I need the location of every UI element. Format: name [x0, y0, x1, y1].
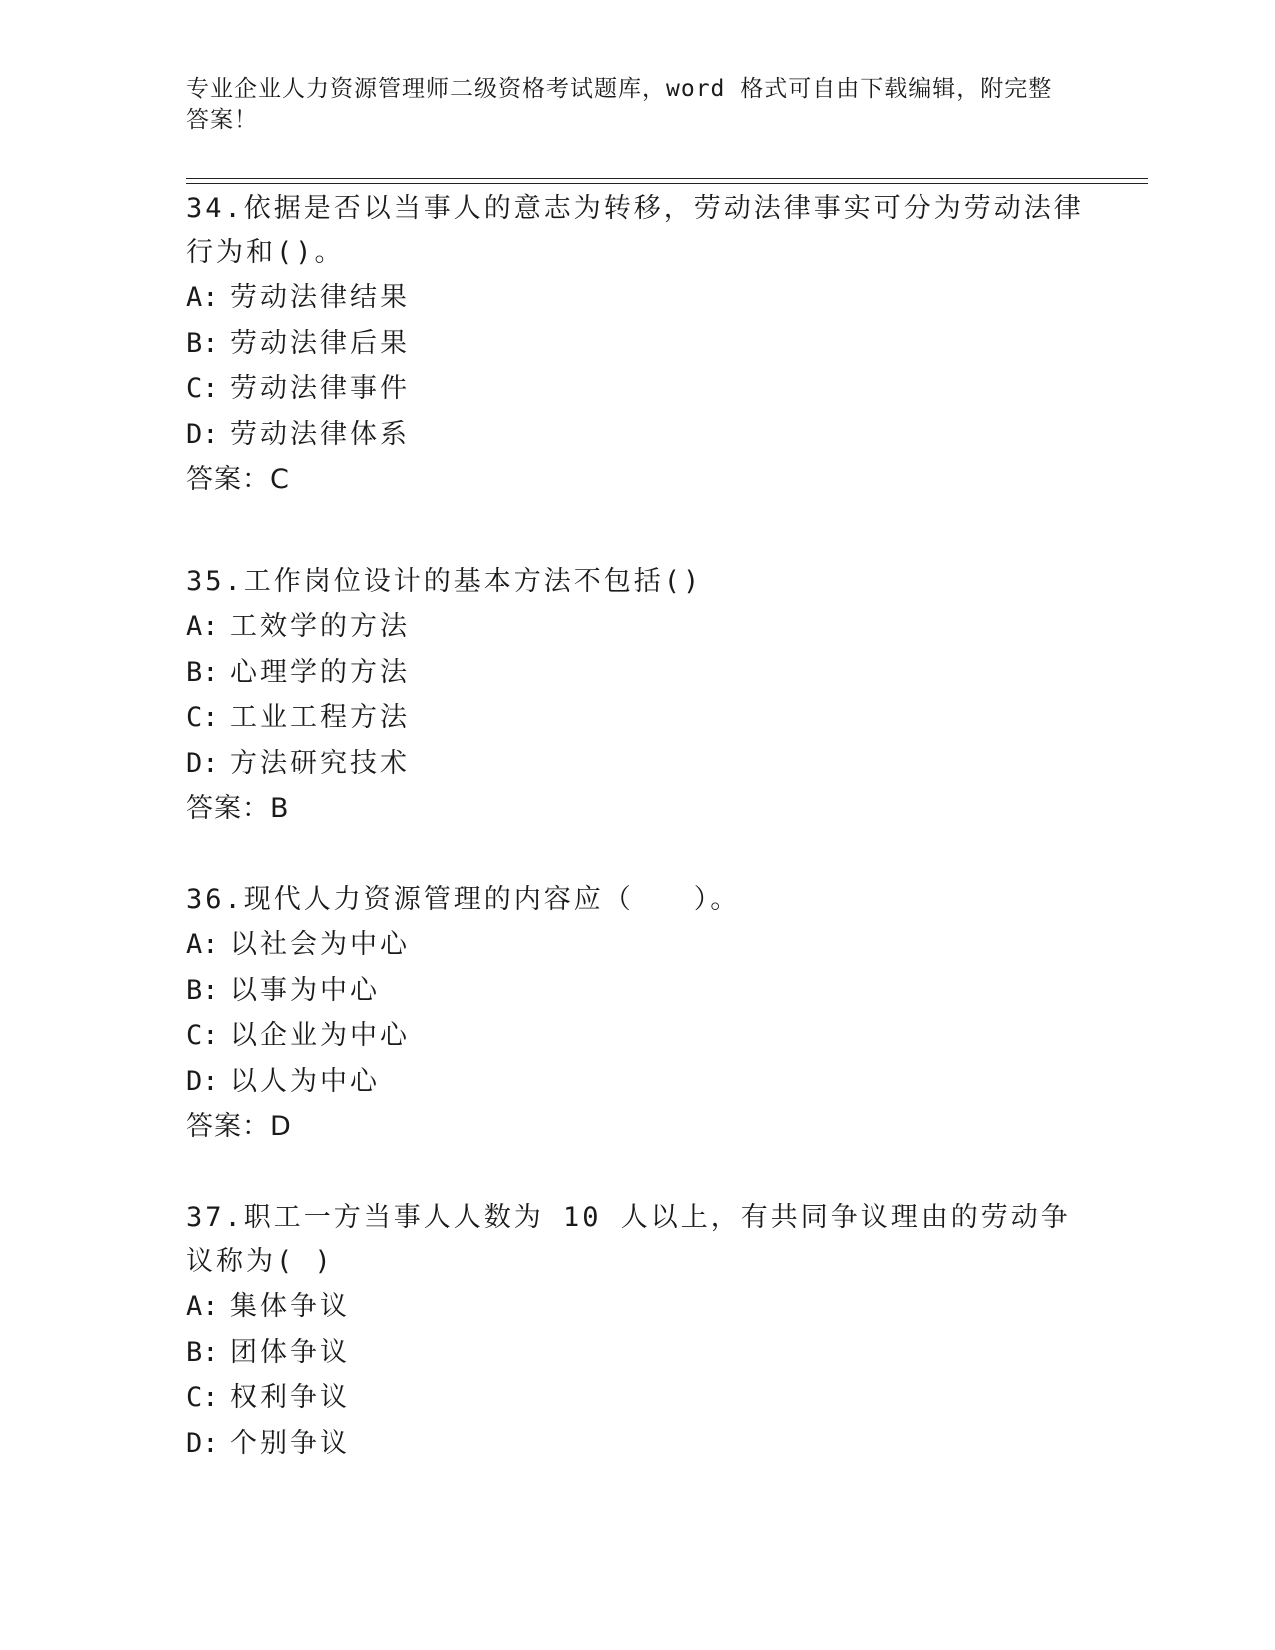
question-stem: 36.现代人力资源管理的内容应（ ）。	[186, 884, 741, 915]
option-c	[186, 1375, 1086, 1421]
option-text: 劳动法律事件	[230, 373, 410, 404]
answer: 答案：C	[186, 464, 290, 495]
option-d	[186, 412, 1086, 458]
option-a	[186, 604, 1086, 650]
question-34	[186, 187, 1086, 502]
option-letter: A:	[186, 1291, 219, 1322]
question-stem: 37.职工一方当事人人数为 10 人以上，有共同争议理由的劳动争议称为( )	[186, 1202, 1071, 1277]
option-text: 心理学的方法	[230, 656, 410, 688]
question-stem: 35.工作岗位设计的基本方法不包括()	[186, 566, 703, 597]
option-c	[186, 1013, 1086, 1059]
option-a	[186, 1284, 1086, 1330]
option-text: 以企业为中心	[230, 1020, 410, 1051]
option-text: 集体争议	[230, 1291, 350, 1322]
option-b	[186, 1330, 1086, 1376]
option-text: 劳动法律结果	[230, 282, 410, 313]
document-header: 专业企业人力资源管理师二级资格考试题库，word 格式可自由下载编辑，附完整答案！	[186, 76, 1053, 133]
option-letter: C:	[186, 373, 219, 404]
option-letter: C:	[186, 1020, 219, 1051]
option-text: 以社会为中心	[230, 929, 410, 960]
option-letter: A:	[186, 611, 219, 642]
question-35	[186, 560, 1086, 831]
option-b	[186, 321, 1086, 367]
option-text: 劳动法律体系	[230, 418, 410, 450]
option-text: 团体争议	[230, 1336, 350, 1368]
option-text: 个别争议	[230, 1427, 350, 1459]
question-37	[186, 1196, 1086, 1466]
option-a	[186, 275, 1086, 321]
option-letter: B:	[186, 1336, 219, 1368]
question-stem: 34.依据是否以当事人的意志为转移，劳动法律事实可分为劳动法律行为和()。	[186, 193, 1084, 268]
answer: 答案：B	[186, 793, 290, 824]
option-letter: A:	[186, 282, 219, 313]
option-text: 工效学的方法	[230, 611, 410, 642]
option-text: 以事为中心	[230, 974, 380, 1006]
option-letter: B:	[186, 656, 219, 688]
option-letter: B:	[186, 974, 219, 1006]
option-c	[186, 695, 1086, 741]
header-divider-top	[186, 178, 1148, 179]
option-letter: A:	[186, 929, 219, 960]
option-letter: D:	[186, 747, 219, 779]
option-text: 工业工程方法	[230, 702, 410, 733]
option-d	[186, 741, 1086, 787]
option-text: 劳动法律后果	[230, 327, 410, 359]
option-letter: D:	[186, 1427, 219, 1459]
option-letter: D:	[186, 1065, 219, 1097]
option-c	[186, 366, 1086, 412]
option-letter: B:	[186, 327, 219, 359]
header-divider-bottom	[186, 183, 1148, 184]
option-letter: D:	[186, 418, 219, 450]
option-letter: C:	[186, 702, 219, 733]
option-b	[186, 968, 1086, 1014]
option-d	[186, 1059, 1086, 1105]
option-b	[186, 650, 1086, 696]
option-d	[186, 1421, 1086, 1467]
question-36	[186, 878, 1086, 1149]
option-letter: C:	[186, 1382, 219, 1413]
option-text: 方法研究技术	[230, 747, 410, 779]
option-text: 权利争议	[230, 1382, 350, 1413]
answer: 答案：D	[186, 1111, 292, 1142]
option-a	[186, 922, 1086, 968]
option-text: 以人为中心	[230, 1065, 380, 1097]
